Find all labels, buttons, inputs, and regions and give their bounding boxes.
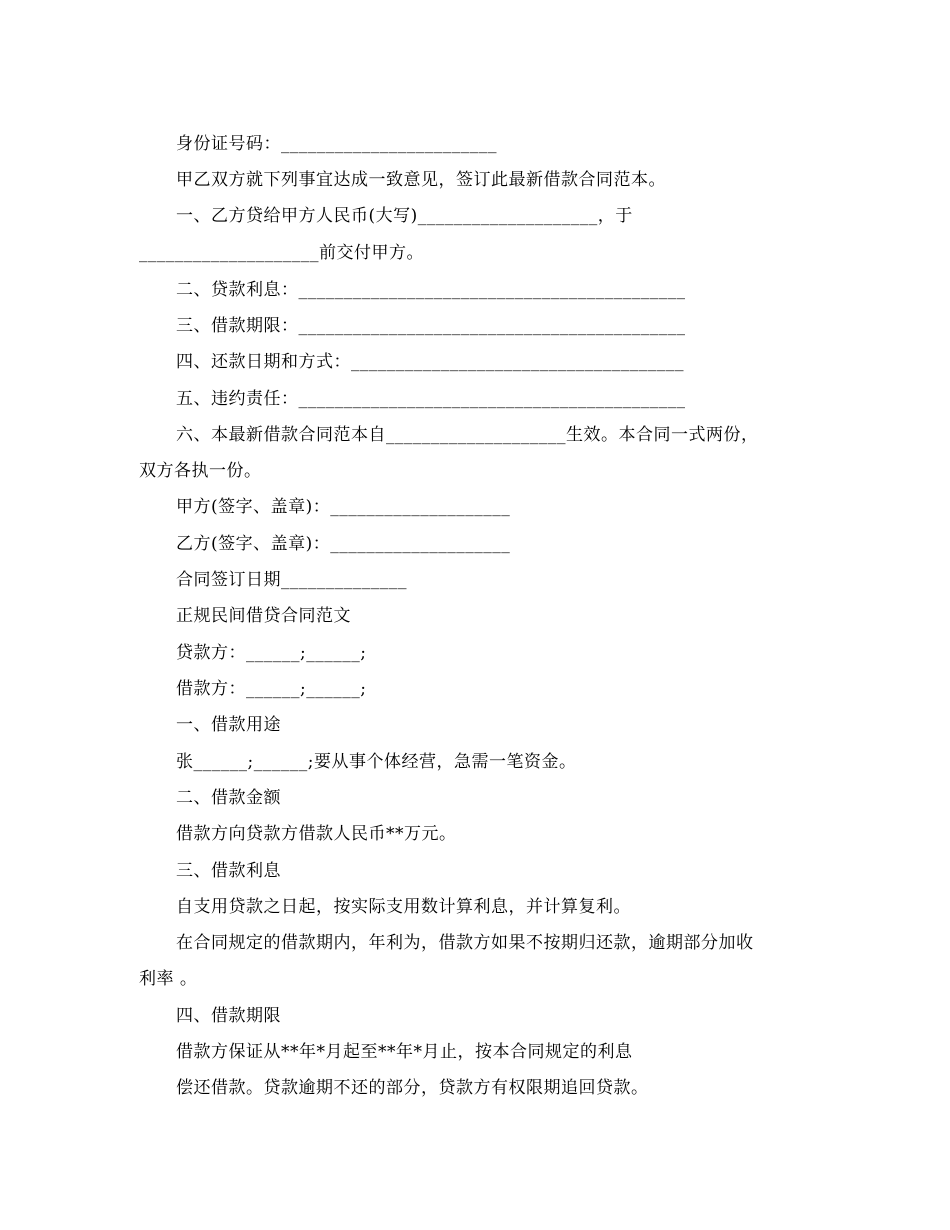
clause-3-term: 三、借款期限：___________________________________________: [176, 316, 686, 336]
clause-5-breach: 五、违约责任：___________________________________________: [176, 389, 686, 409]
section-title: 正规民间借贷合同范文: [176, 606, 351, 626]
loan-amount-text: 借款方向贷款方借款人民币**万元。: [176, 824, 457, 844]
interest-text-3: 利率 。: [139, 969, 198, 989]
clause-1-delivery: ____________________前交付甲方。: [139, 243, 424, 263]
lender-line: 贷款方：______;______;: [176, 643, 367, 663]
party-a-signature: 甲方(签字、盖章)：____________________: [176, 497, 511, 517]
agreement-intro: 甲乙双方就下列事宜达成一致意见，签订此最新借款合同范本。: [176, 170, 666, 190]
interest-text-2: 在合同规定的借款期内，年利为，借款方如果不按期归还款，逾期部分加收: [176, 933, 754, 953]
clause-6-copies: 双方各执一份。: [139, 461, 262, 481]
party-b-signature: 乙方(签字、盖章)：____________________: [176, 534, 511, 554]
clause-2-interest: 二、贷款利息：___________________________________________: [176, 280, 686, 300]
borrower-line: 借款方：______;______;: [176, 679, 367, 699]
heading-loan-term: 四、借款期限: [176, 1006, 281, 1026]
term-text-1: 借款方保证从**年*月起至**年*月止，按本合同规定的利息: [176, 1042, 633, 1062]
clause-4-repayment: 四、还款日期和方式：_____________________________________: [176, 352, 684, 372]
heading-loan-purpose: 一、借款用途: [176, 715, 281, 735]
id-number-line: 身份证号码：________________________: [176, 134, 497, 154]
interest-text-1: 自支用贷款之日起，按实际支用数计算利息，并计算复利。: [176, 897, 631, 917]
clause-1-loan-amount: 一、乙方贷给甲方人民币(大写)____________________，于: [176, 206, 633, 226]
term-text-2: 偿还借款。贷款逾期不还的部分，贷款方有权限期追回贷款。: [176, 1078, 649, 1098]
signing-date: 合同签订日期______________: [176, 570, 407, 590]
loan-purpose-text: 张______;______;要从事个体经营，急需一笔资金。: [176, 752, 577, 772]
heading-loan-amount: 二、借款金额: [176, 788, 281, 808]
heading-loan-interest: 三、借款利息: [176, 861, 281, 881]
clause-6-effective: 六、本最新借款合同范本自____________________生效。本合同一式两份，: [176, 425, 759, 445]
